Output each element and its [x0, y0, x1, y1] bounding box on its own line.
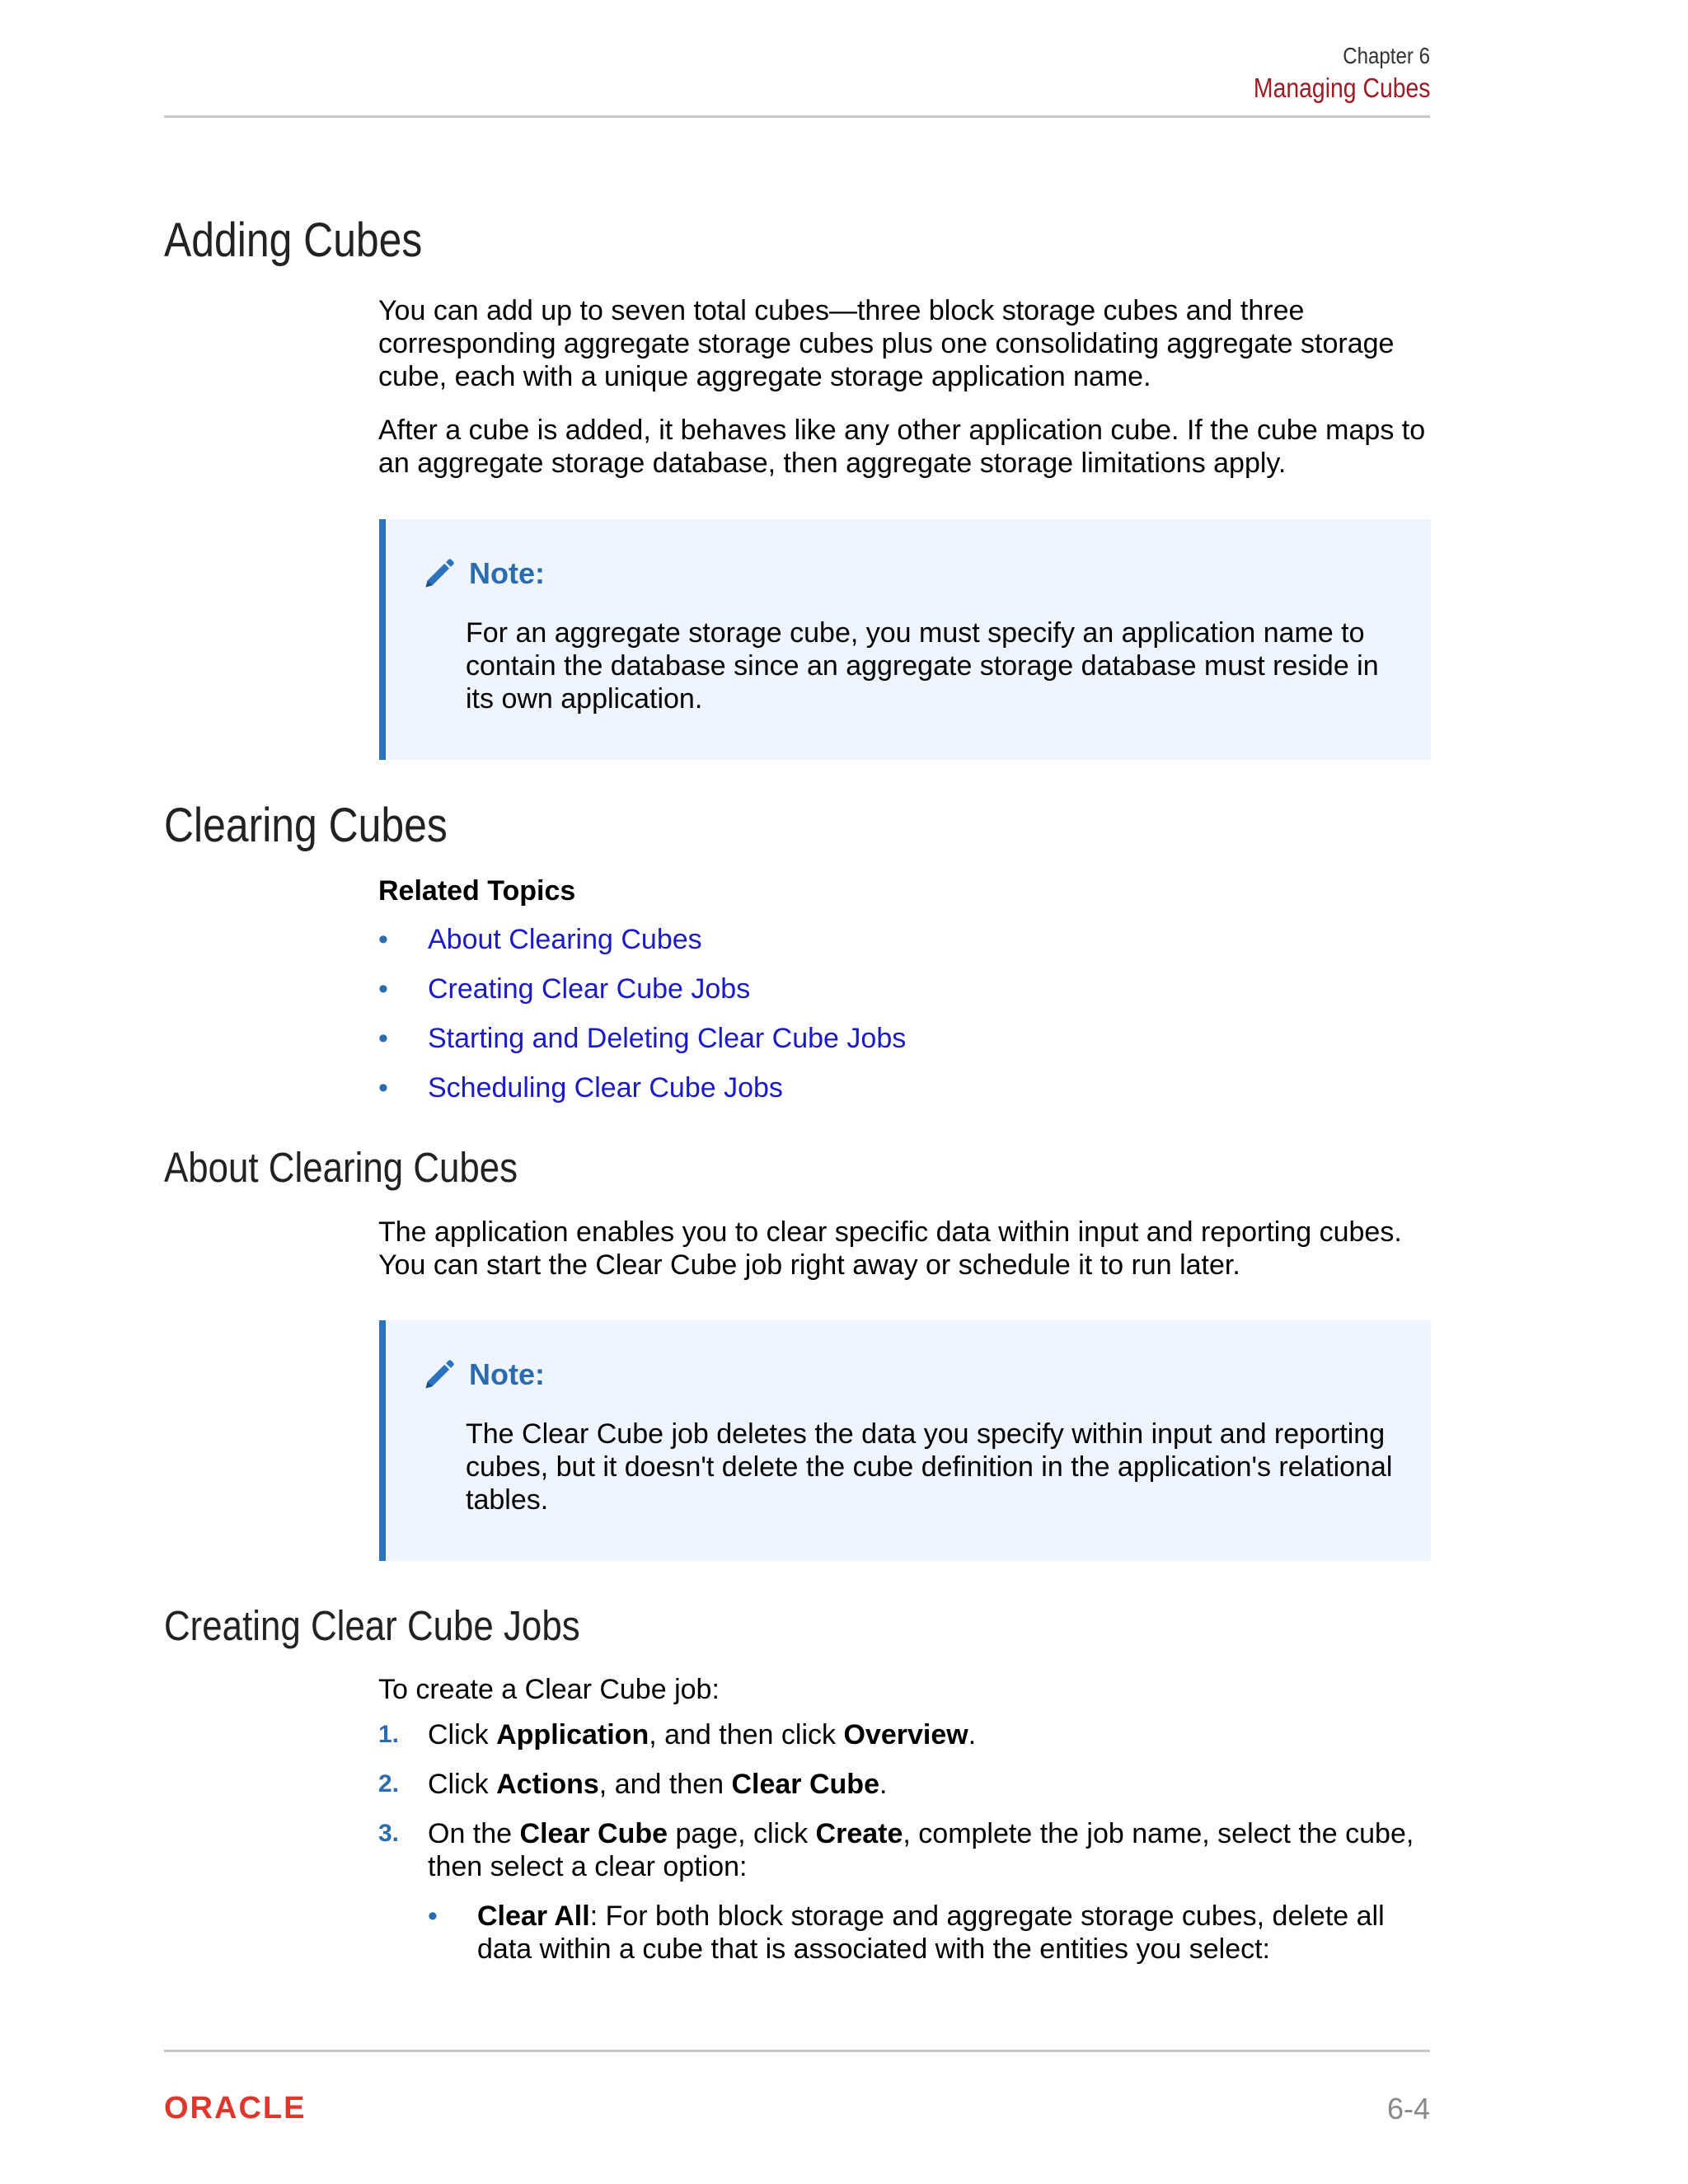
page-number: 6-4 [1386, 2092, 1430, 2125]
step-number: 2. [378, 1770, 400, 1797]
bullet-icon: • [378, 924, 388, 955]
ui-term: Clear Cube [519, 1818, 668, 1849]
link-creating-clear-cube-jobs[interactable]: Creating Clear Cube Jobs [428, 973, 751, 1005]
adding-paragraph-1: You can add up to seven total cubes—three block storage cubes and three corresponding aggregate storage cubes plus one consolidating aggregate storage cube, each with a unique aggregate storage application name. [378, 295, 1395, 392]
ui-term: Overview [843, 1719, 968, 1750]
note-label: Note: [469, 556, 545, 590]
steps-list [378, 1718, 1433, 1982]
creating-intro: To create a Clear Cube job: [378, 1674, 720, 1705]
section-title-adding-cubes: Adding Cubes [164, 213, 423, 267]
note-text: The Clear Cube job deletes the data you specify within input and reporting cubes, but it doesn't delete the cube definition in the application's relational tables. [466, 1418, 1393, 1516]
step-1 [378, 1718, 1433, 1751]
chapter-title: Managing Cubes [1253, 73, 1430, 103]
logo-text: ORACLE [164, 2093, 307, 2121]
chapter-label: Chapter 6 [1343, 43, 1430, 68]
note-text: For an aggregate storage cube, you must specify an application name to contain the database since an aggregate storage database must reside in its own application. [466, 617, 1379, 715]
step-text: , and then click [649, 1719, 844, 1750]
bullet-icon: • [428, 1900, 438, 1932]
about-paragraph: The application enables you to clear specific data within input and reporting cubes. You can start the Clear Cube job right away or schedule it to run later. [378, 1216, 1402, 1281]
section-title-about-clearing: About Clearing Cubes [164, 1144, 518, 1191]
step-text: . [879, 1769, 888, 1800]
section-title-clearing-cubes: Clearing Cubes [164, 799, 448, 852]
step-number: 1. [378, 1721, 400, 1748]
link-about-clearing-cubes[interactable]: About Clearing Cubes [428, 924, 702, 955]
step-text: Click [428, 1769, 497, 1800]
step-3 [378, 1817, 1433, 1966]
bullet-icon: • [378, 1072, 388, 1104]
ui-term: Clear All [477, 1900, 590, 1932]
related-topics-label: Related Topics [378, 875, 576, 907]
pencil-icon [421, 555, 457, 592]
bullet-icon: • [378, 973, 388, 1005]
note-label: Note: [469, 1357, 545, 1391]
step-text: page, click [668, 1818, 816, 1849]
header-divider [164, 115, 1430, 118]
sub-text: : For both block storage and aggregate storage cubes, delete all data within a cube that is associated with the entities you select: [477, 1900, 1385, 1965]
link-starting-deleting-jobs[interactable]: Starting and Deleting Clear Cube Jobs [428, 1023, 907, 1054]
footer-divider [164, 2050, 1430, 2052]
oracle-logo [164, 2093, 342, 2121]
bullet-icon: • [378, 1023, 388, 1054]
ui-term: Clear Cube [731, 1769, 879, 1800]
step-text: . [968, 1719, 977, 1750]
ui-term: Actions [496, 1769, 599, 1800]
sub-list-item [428, 1900, 1433, 1966]
link-scheduling-jobs[interactable]: Scheduling Clear Cube Jobs [428, 1072, 783, 1104]
note-box-adding [379, 519, 1431, 760]
adding-paragraph-2: After a cube is added, it behaves like any other application cube. If the cube maps to an aggregate storage database, then aggregate storage limitations apply. [378, 415, 1426, 479]
pencil-icon [421, 1357, 457, 1393]
note-box-about [379, 1320, 1431, 1561]
section-title-creating-jobs: Creating Clear Cube Jobs [164, 1602, 580, 1649]
step-text: , complete the job name, select the cube, then select a clear option: [428, 1818, 1414, 1882]
ui-term: Application [496, 1719, 649, 1750]
step-text: , and then [598, 1769, 732, 1800]
ui-term: Create [815, 1818, 903, 1849]
step-number: 3. [378, 1820, 400, 1847]
step-text: On the [428, 1818, 520, 1849]
step-text: Click [428, 1719, 497, 1750]
step-2 [378, 1768, 1433, 1801]
